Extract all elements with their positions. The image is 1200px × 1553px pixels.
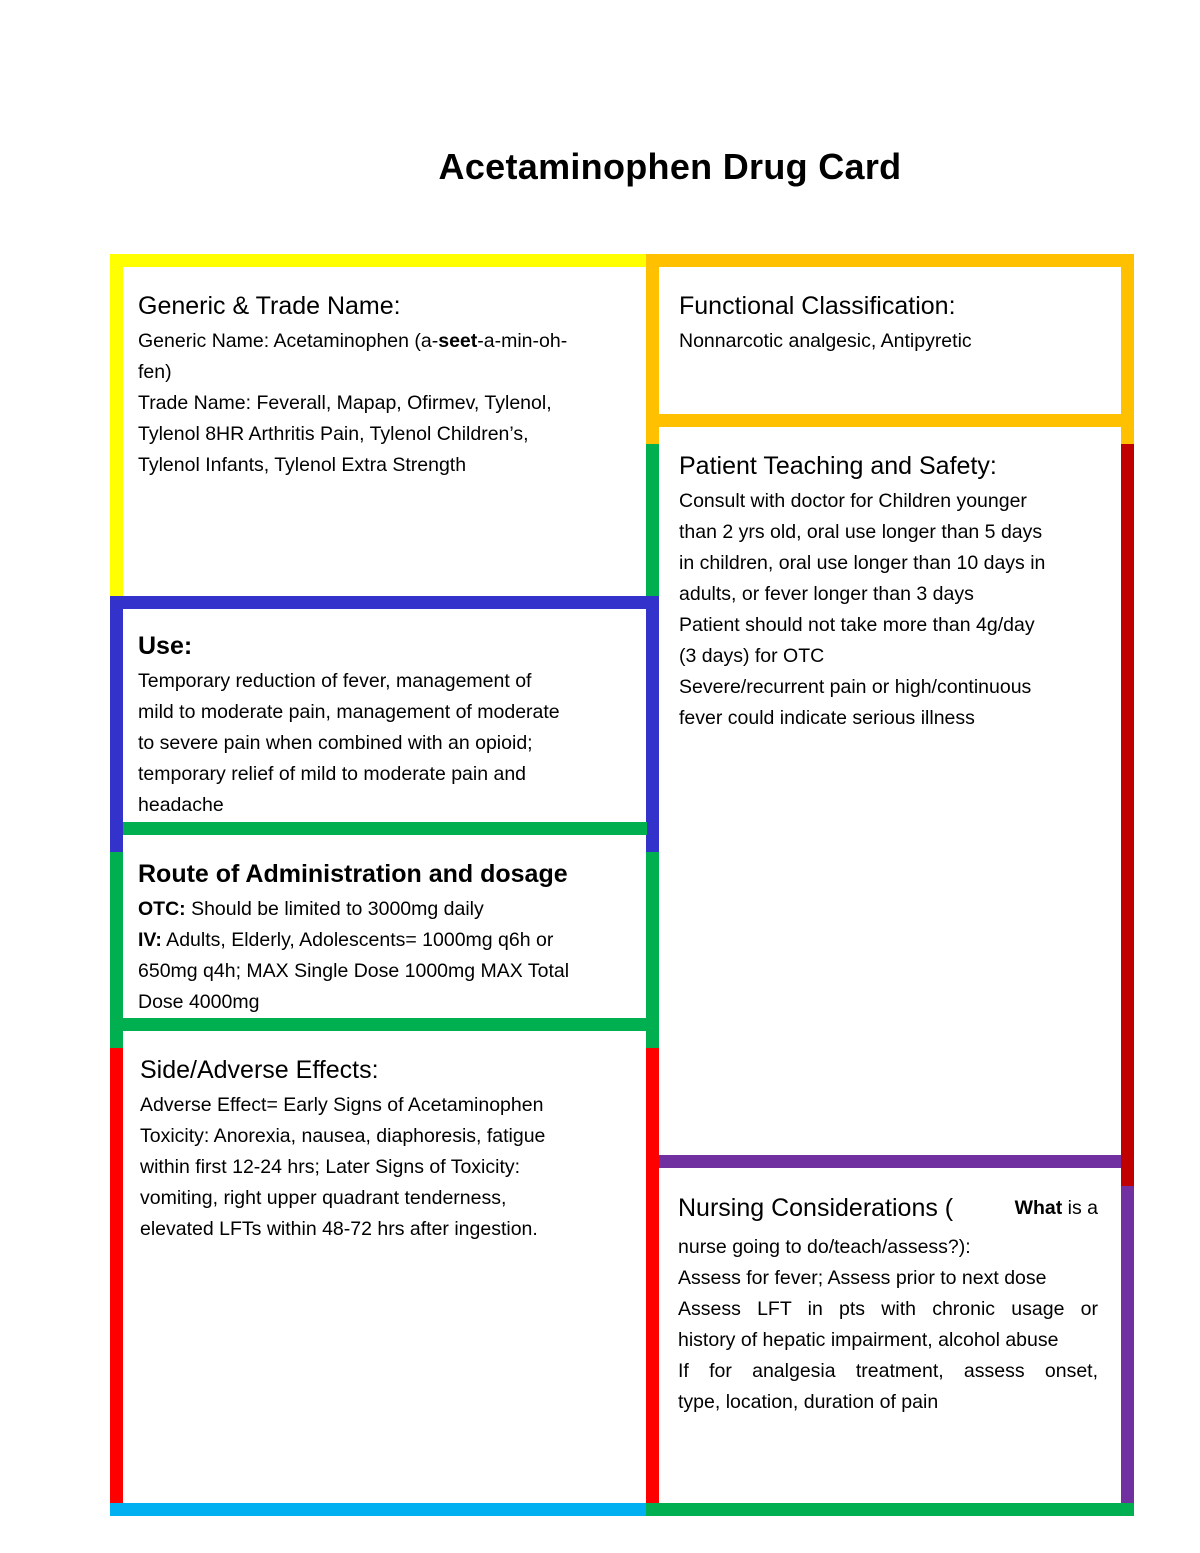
- use-line: Temporary reduction of fever, management of: [138, 670, 532, 692]
- blue-left-bar: [110, 596, 123, 854]
- yellow-top-bar: [110, 254, 651, 267]
- patient-teaching-line: Patient should not take more than 4g/day: [679, 614, 1035, 636]
- orange-bottom-bar: [646, 414, 1134, 427]
- purple-right-bar: [1121, 1186, 1134, 1516]
- patient-teaching-section: [679, 450, 1109, 734]
- teaching-dark-red-right-bar: [1121, 444, 1134, 1188]
- side-effects-line: Adverse Effect= Early Signs of Acetaminophen: [140, 1094, 544, 1116]
- functional-classification-section: [679, 290, 1109, 357]
- route-line: Dose 4000mg: [138, 991, 260, 1013]
- red-right-bar: [646, 1048, 659, 1516]
- generic-trade-section: [138, 290, 618, 481]
- use-line: temporary relief of mild to moderate pain and: [138, 763, 527, 785]
- trade-name-line: Tylenol 8HR Arthritis Pain, Tylenol Children’s,: [138, 423, 529, 445]
- side-effects-section: [140, 1054, 630, 1245]
- functional-classification-heading: Functional Classification:: [679, 292, 956, 320]
- purple-top-bar: [659, 1155, 1121, 1168]
- route-otc-line: OTC: Should be limited to 3000mg daily: [138, 898, 484, 920]
- blue-top-bar: [110, 596, 659, 609]
- patient-teaching-line: fever could indicate serious illness: [679, 707, 975, 729]
- use-line: headache: [138, 794, 224, 816]
- side-effects-line: Toxicity: Anorexia, nausea, diaphoresis, fatigue: [140, 1125, 546, 1147]
- green-top-bar: [123, 822, 647, 835]
- nursing-line: type, location, duration of pain: [678, 1391, 939, 1413]
- patient-teaching-line: Severe/recurrent pain or high/continuous: [679, 676, 1032, 698]
- trade-name-line: Tylenol Infants, Tylenol Extra Strength: [138, 454, 467, 476]
- generic-name-cont: fen): [138, 361, 172, 383]
- use-heading: Use:: [138, 632, 193, 660]
- nursing-heading: Nursing Considerations ( What is a: [678, 1194, 1098, 1222]
- patient-teaching-line: (3 days) for OTC: [679, 645, 825, 667]
- green-bottom-right-bar: [646, 1503, 1134, 1516]
- patient-teaching-line: than 2 yrs old, oral use longer than 5 days: [679, 521, 1043, 543]
- orange-top-bar: [646, 254, 1134, 267]
- red-left-bar: [110, 1048, 123, 1516]
- generic-trade-heading: Generic & Trade Name:: [138, 292, 401, 320]
- patient-teaching-line: in children, oral use longer than 10 days in: [679, 552, 1046, 574]
- patient-teaching-line: Consult with doctor for Children younger: [679, 490, 1027, 512]
- green-bottom-bar: [110, 1018, 659, 1031]
- blue-right-bar: [646, 596, 659, 854]
- route-line: 650mg q4h; MAX Single Dose 1000mg MAX Total: [138, 960, 570, 982]
- route-iv-line: IV: Adults, Elderly, Adolescents= 1000mg q6h or: [138, 929, 554, 951]
- side-effects-line: vomiting, right upper quadrant tenderness,: [140, 1187, 507, 1209]
- trade-name-line: Trade Name: Feverall, Mapap, Ofirmev, Tylenol,: [138, 392, 552, 414]
- side-effects-heading: Side/Adverse Effects:: [140, 1056, 379, 1084]
- functional-classification-text: Nonnarcotic analgesic, Antipyretic: [679, 330, 972, 352]
- nursing-line: history of hepatic impairment, alcohol abuse: [678, 1329, 1059, 1351]
- patient-teaching-heading: Patient Teaching and Safety:: [679, 452, 997, 480]
- route-heading: Route of Administration and dosage: [138, 860, 568, 888]
- nursing-line: Assess LFT in pts with chronic usage or: [678, 1298, 1098, 1320]
- route-section: [138, 858, 628, 1018]
- light-blue-bottom-bar: [110, 1503, 659, 1516]
- generic-name-line: Generic Name: Acetaminophen (a-seet-a-min-oh-: [138, 330, 568, 352]
- patient-teaching-line: adults, or fever longer than 3 days: [679, 583, 974, 605]
- nursing-heading-cont: nurse going to do/teach/assess?):: [678, 1236, 971, 1258]
- nursing-line: Assess for fever; Assess prior to next dose: [678, 1267, 1047, 1289]
- side-effects-line: elevated LFTs within 48-72 hrs after ingestion.: [140, 1218, 538, 1240]
- nursing-considerations-section: [678, 1192, 1098, 1418]
- page-title: Acetaminophen Drug Card: [438, 146, 902, 187]
- teaching-green-left-bar: [646, 444, 659, 596]
- nursing-line: If for analgesia treatment, assess onset,: [678, 1360, 1098, 1382]
- use-line: mild to moderate pain, management of moderate: [138, 701, 560, 723]
- use-line: to severe pain when combined with an opioid;: [138, 732, 533, 754]
- use-section: [138, 630, 628, 821]
- yellow-left-bar: [110, 254, 123, 604]
- side-effects-line: within first 12-24 hrs; Later Signs of Toxicity:: [140, 1156, 521, 1178]
